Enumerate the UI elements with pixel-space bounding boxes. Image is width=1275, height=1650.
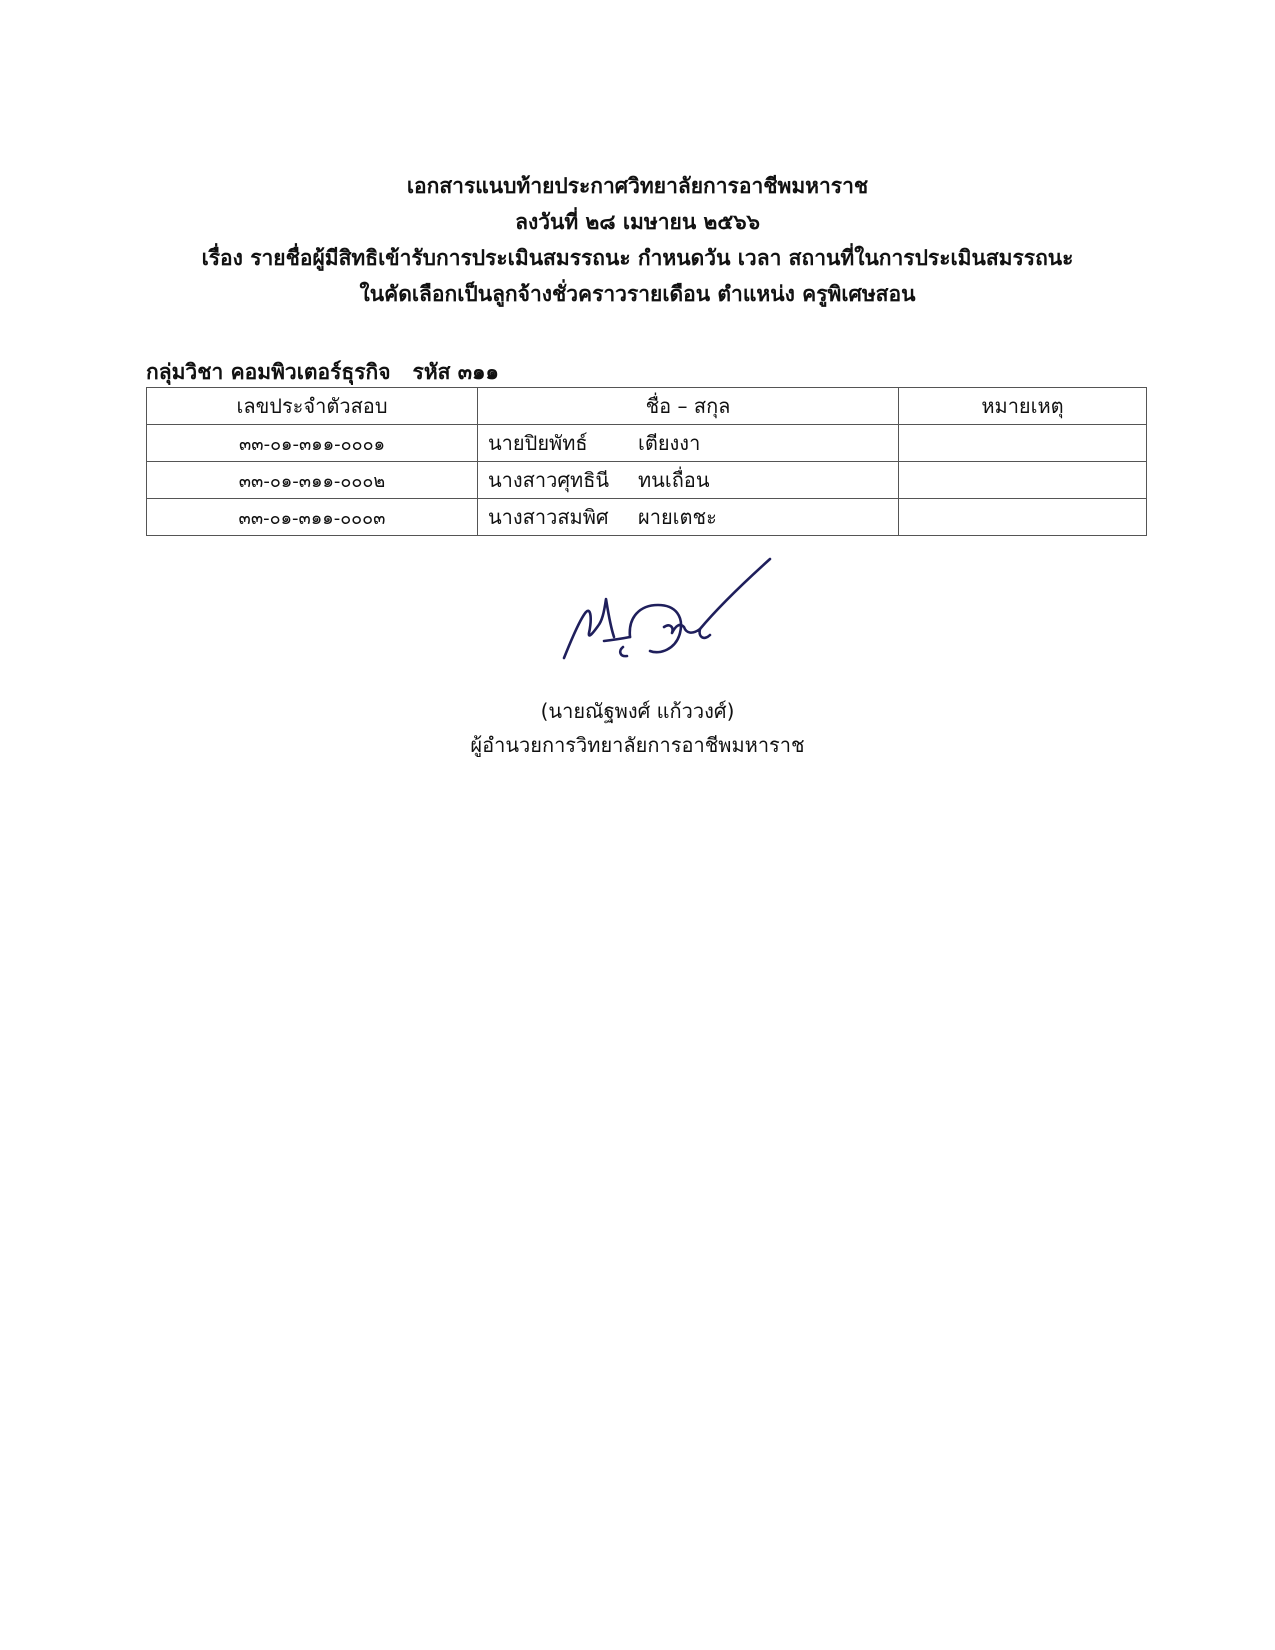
exam-id-cell: ๓๓-๐๑-๓๑๑-๐๐๐๓ — [147, 499, 478, 536]
header-title: เอกสารแนบท้ายประกาศวิทยาลัยการอาชีพมหาราช — [406, 174, 869, 198]
header-subject: เรื่อง รายชื่อผู้มีสิทธิเข้ารับการประเมินสมรรถนะ กำหนดวัน เวลา สถานที่ในการประเมินสมรรถนะ — [201, 246, 1074, 270]
header-exam-id: เลขประจำตัวสอบ — [147, 388, 478, 425]
name-cell — [478, 499, 899, 536]
signer-block — [0, 694, 1275, 762]
table-row — [147, 462, 1147, 499]
header-position: ในคัดเลือกเป็นลูกจ้างชั่วคราวรายเดือน ตำแหน่ง ครูพิเศษสอน — [359, 282, 916, 306]
handwritten-signature — [560, 555, 820, 685]
signer-title: ผู้อำนวยการวิทยาลัยการอาชีพมหาราช — [470, 733, 805, 757]
signature-strokes — [564, 559, 770, 658]
table-row — [147, 499, 1147, 536]
subject-group-code: รหัส ๓๑๑ — [412, 360, 499, 384]
subject-group-name: กลุ่มวิชา คอมพิวเตอร์ธุรกิจ — [146, 360, 391, 384]
header-note: หมายเหตุ — [899, 388, 1147, 425]
note-cell — [899, 499, 1147, 536]
first-name: นายปิยพัทธ์ — [488, 431, 588, 455]
last-name: เตียงงา — [638, 431, 701, 455]
subject-group — [146, 356, 499, 389]
note-cell — [899, 425, 1147, 462]
header-date: ลงวันที่ ๒๘ เมษายน ๒๕๖๖ — [515, 210, 760, 234]
exam-id-cell: ๓๓-๐๑-๓๑๑-๐๐๐๒ — [147, 462, 478, 499]
table-header-row — [147, 388, 1147, 425]
table-row — [147, 425, 1147, 462]
first-name: นางสาวสมพิศ — [488, 505, 609, 529]
last-name: ทนเถื่อน — [638, 468, 710, 492]
exam-id-cell: ๓๓-๐๑-๓๑๑-๐๐๐๑ — [147, 425, 478, 462]
header-full-name: ชื่อ – สกุล — [478, 388, 899, 425]
document-header — [0, 168, 1275, 312]
first-name: นางสาวศุทธินี — [488, 468, 610, 492]
candidate-table — [146, 387, 1147, 536]
last-name: ผายเตชะ — [638, 505, 717, 529]
note-cell — [899, 462, 1147, 499]
name-cell — [478, 425, 899, 462]
name-cell — [478, 462, 899, 499]
signer-name: (นายณัฐพงศ์ แก้ววงศ์) — [540, 699, 735, 723]
